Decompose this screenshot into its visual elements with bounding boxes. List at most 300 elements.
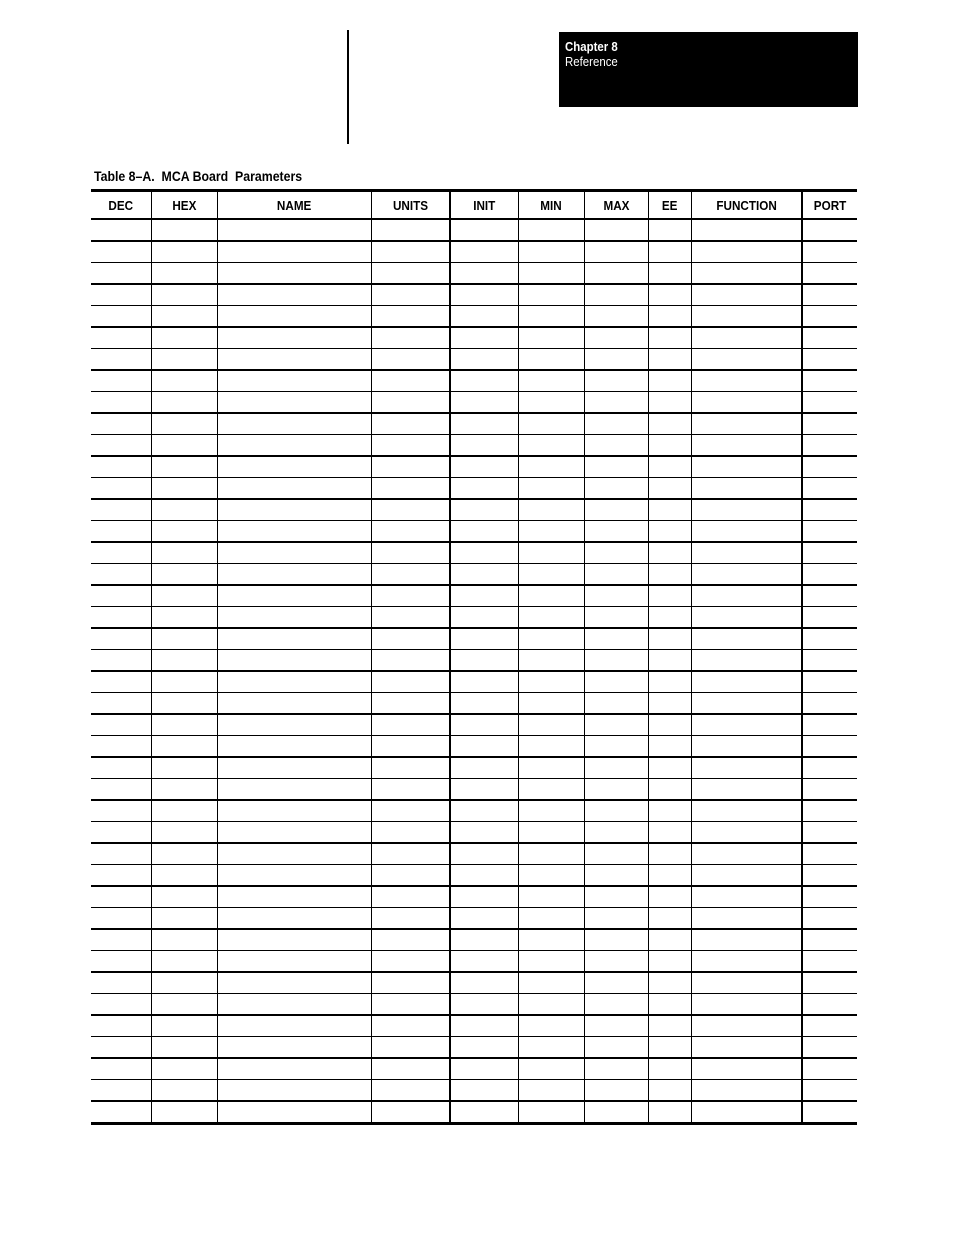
table-cell: [691, 542, 802, 564]
table-cell: [450, 219, 518, 241]
table-cell: [691, 392, 802, 414]
table-row: [91, 284, 857, 306]
table-cell: [802, 542, 857, 564]
table-cell: [371, 1058, 450, 1080]
table-cell: [91, 284, 151, 306]
table-cell: [371, 219, 450, 241]
table-cell: [802, 1058, 857, 1080]
table-cell: [151, 843, 217, 865]
table-cell: [584, 499, 648, 521]
table-cell: [151, 951, 217, 973]
table-row: [91, 306, 857, 328]
table-cell: [584, 1037, 648, 1059]
table-body: [91, 219, 857, 1124]
table-cell: [91, 736, 151, 758]
table-cell: [371, 650, 450, 672]
table-cell: [584, 800, 648, 822]
table-cell: [91, 456, 151, 478]
table-cell: [802, 392, 857, 414]
table-cell: [91, 886, 151, 908]
table-cell: [518, 886, 584, 908]
table-row: [91, 435, 857, 457]
table-cell: [371, 693, 450, 715]
table-cell: [217, 779, 371, 801]
table-cell: [691, 219, 802, 241]
table-cell: [648, 370, 691, 392]
table-cell: [91, 521, 151, 543]
table-cell: [691, 585, 802, 607]
table-cell: [91, 219, 151, 241]
table-row: [91, 585, 857, 607]
table-cell: [217, 628, 371, 650]
table-cell: [691, 929, 802, 951]
table-cell: [217, 241, 371, 263]
table-row: [91, 693, 857, 715]
table-cell: [802, 736, 857, 758]
table-cell: [802, 1037, 857, 1059]
table-cell: [691, 972, 802, 994]
table-cell: [584, 241, 648, 263]
table-cell: [217, 542, 371, 564]
table-cell: [217, 219, 371, 241]
table-cell: [371, 1101, 450, 1124]
table-cell: [91, 671, 151, 693]
table-cell: [584, 972, 648, 994]
table-cell: [217, 886, 371, 908]
table-row: [91, 241, 857, 263]
table-cell: [518, 994, 584, 1016]
table-row: [91, 1015, 857, 1037]
table-cell: [518, 1037, 584, 1059]
table-cell: [584, 822, 648, 844]
table-cell: [648, 564, 691, 586]
table-cell: [217, 671, 371, 693]
table-cell: [217, 1058, 371, 1080]
table-cell: [450, 1080, 518, 1102]
table-cell: [518, 757, 584, 779]
table-cell: [371, 542, 450, 564]
table-cell: [371, 585, 450, 607]
table-cell: [802, 822, 857, 844]
table-cell: [371, 241, 450, 263]
table-cell: [518, 1101, 584, 1124]
table-cell: [371, 607, 450, 629]
table-cell: [518, 1015, 584, 1037]
table-cell: [518, 413, 584, 435]
table-header-row: [91, 191, 857, 220]
table-cell: [648, 843, 691, 865]
table-cell: [691, 843, 802, 865]
table-cell: [217, 714, 371, 736]
table-cell: [151, 1101, 217, 1124]
table-cell: [691, 413, 802, 435]
table-cell: [584, 1101, 648, 1124]
table-cell: [518, 219, 584, 241]
table-cell: [584, 714, 648, 736]
table-cell: [91, 263, 151, 285]
table-cell: [802, 994, 857, 1016]
table-cell: [450, 714, 518, 736]
table-cell: [151, 693, 217, 715]
table-cell: [584, 349, 648, 371]
table-cell: [151, 994, 217, 1016]
table-cell: [371, 435, 450, 457]
table-cell: [217, 478, 371, 500]
table-cell: [584, 478, 648, 500]
table-cell: [151, 714, 217, 736]
table-cell: [450, 1015, 518, 1037]
table-row: [91, 1037, 857, 1059]
table-row: [91, 650, 857, 672]
table-cell: [691, 284, 802, 306]
table-cell: [691, 714, 802, 736]
table-row: [91, 714, 857, 736]
table-cell: [217, 1080, 371, 1102]
table-cell: [802, 435, 857, 457]
table-cell: [91, 499, 151, 521]
table-cell: [584, 843, 648, 865]
table-cell: [91, 714, 151, 736]
table-cell: [518, 650, 584, 672]
table-cell: [151, 1037, 217, 1059]
table-cell: [584, 542, 648, 564]
table-cell: [802, 306, 857, 328]
table-cell: [371, 972, 450, 994]
table-cell: [691, 908, 802, 930]
table-cell: [450, 736, 518, 758]
table-cell: [91, 693, 151, 715]
table-cell: [450, 370, 518, 392]
table-cell: [450, 1037, 518, 1059]
table-cell: [151, 542, 217, 564]
table-cell: [518, 263, 584, 285]
table-cell: [584, 1015, 648, 1037]
table-cell: [450, 241, 518, 263]
table-row: [91, 757, 857, 779]
margin-vertical-rule: [347, 30, 349, 144]
table-cell: [691, 349, 802, 371]
table-cell: [648, 478, 691, 500]
table-cell: [802, 757, 857, 779]
table-cell: [584, 865, 648, 887]
table-cell: [802, 478, 857, 500]
table-cell: [518, 607, 584, 629]
table-row: [91, 628, 857, 650]
table-cell: [802, 521, 857, 543]
table-row: [91, 671, 857, 693]
table-cell: [217, 650, 371, 672]
table-row: [91, 499, 857, 521]
table-row: [91, 843, 857, 865]
table-cell: [648, 865, 691, 887]
table-cell: [802, 972, 857, 994]
table-cell: [450, 757, 518, 779]
table-cell: [151, 284, 217, 306]
table-cell: [691, 736, 802, 758]
table-cell: [151, 585, 217, 607]
table-cell: [802, 456, 857, 478]
table-row: [91, 1101, 857, 1124]
table-row: [91, 521, 857, 543]
column-header-init: INIT: [450, 191, 518, 220]
table-cell: [802, 607, 857, 629]
table-cell: [217, 499, 371, 521]
table-cell: [584, 1080, 648, 1102]
table-cell: [691, 241, 802, 263]
table-row: [91, 736, 857, 758]
table-cell: [450, 435, 518, 457]
table-row: [91, 822, 857, 844]
table-cell: [450, 1058, 518, 1080]
table-cell: [371, 714, 450, 736]
table-cell: [648, 349, 691, 371]
table-cell: [217, 370, 371, 392]
table-cell: [584, 306, 648, 328]
table-cell: [518, 499, 584, 521]
table-cell: [691, 779, 802, 801]
table-cell: [450, 972, 518, 994]
table-cell: [802, 564, 857, 586]
table-cell: [648, 886, 691, 908]
table-title: Table 8–A. MCA Board Parameters: [94, 168, 303, 184]
table-cell: [648, 908, 691, 930]
table-cell: [584, 284, 648, 306]
table-cell: [518, 671, 584, 693]
table-cell: [450, 822, 518, 844]
table-cell: [371, 628, 450, 650]
parameters-table: [91, 189, 857, 1125]
table-cell: [371, 327, 450, 349]
table-cell: [151, 478, 217, 500]
table-cell: [648, 585, 691, 607]
column-header-dec: DEC: [91, 191, 151, 220]
table-cell: [691, 951, 802, 973]
table-cell: [151, 564, 217, 586]
table-cell: [151, 1058, 217, 1080]
table-cell: [450, 349, 518, 371]
table-cell: [151, 822, 217, 844]
table-cell: [802, 929, 857, 951]
table-cell: [217, 1101, 371, 1124]
table-cell: [691, 435, 802, 457]
table-cell: [518, 542, 584, 564]
table-cell: [584, 1058, 648, 1080]
table-cell: [151, 972, 217, 994]
table-cell: [691, 478, 802, 500]
table-cell: [151, 1080, 217, 1102]
table-cell: [91, 951, 151, 973]
table-cell: [691, 822, 802, 844]
table-cell: [91, 349, 151, 371]
table-cell: [584, 886, 648, 908]
table-cell: [584, 435, 648, 457]
table-cell: [648, 929, 691, 951]
column-header-min: MIN: [518, 191, 584, 220]
table-cell: [648, 757, 691, 779]
table-cell: [450, 306, 518, 328]
table-cell: [151, 413, 217, 435]
table-cell: [648, 779, 691, 801]
table-cell: [802, 628, 857, 650]
table-row: [91, 886, 857, 908]
table-row: [91, 607, 857, 629]
table-cell: [450, 951, 518, 973]
table-cell: [91, 994, 151, 1016]
table-cell: [691, 886, 802, 908]
table-cell: [584, 585, 648, 607]
table-cell: [518, 370, 584, 392]
table-cell: [691, 1015, 802, 1037]
table-cell: [371, 1015, 450, 1037]
table-cell: [450, 413, 518, 435]
table-cell: [450, 607, 518, 629]
table-cell: [450, 1101, 518, 1124]
table-cell: [648, 714, 691, 736]
table-cell: [371, 886, 450, 908]
table-cell: [584, 757, 648, 779]
table-cell: [91, 800, 151, 822]
table-cell: [217, 521, 371, 543]
table-cell: [151, 800, 217, 822]
table-cell: [802, 671, 857, 693]
table-cell: [802, 886, 857, 908]
table-cell: [217, 349, 371, 371]
table-cell: [217, 607, 371, 629]
table-cell: [691, 800, 802, 822]
table-cell: [450, 542, 518, 564]
table-cell: [450, 800, 518, 822]
table-row: [91, 478, 857, 500]
table-cell: [691, 865, 802, 887]
table-row: [91, 972, 857, 994]
table-row: [91, 929, 857, 951]
table-row: [91, 392, 857, 414]
table-cell: [691, 1101, 802, 1124]
table-cell: [151, 392, 217, 414]
table-cell: [371, 521, 450, 543]
table-row: [91, 219, 857, 241]
table-cell: [450, 263, 518, 285]
table-cell: [802, 951, 857, 973]
column-header-hex: HEX: [151, 191, 217, 220]
table-cell: [450, 456, 518, 478]
table-cell: [802, 327, 857, 349]
table-cell: [802, 219, 857, 241]
table-cell: [217, 865, 371, 887]
table-cell: [518, 628, 584, 650]
table-cell: [802, 241, 857, 263]
table-cell: [584, 779, 648, 801]
table-cell: [371, 800, 450, 822]
table-cell: [648, 392, 691, 414]
table-cell: [371, 736, 450, 758]
table-cell: [648, 607, 691, 629]
table-cell: [584, 327, 648, 349]
table-cell: [518, 714, 584, 736]
table-cell: [217, 564, 371, 586]
table-cell: [151, 929, 217, 951]
table-cell: [450, 865, 518, 887]
table-cell: [91, 1101, 151, 1124]
table-cell: [151, 456, 217, 478]
table-cell: [802, 284, 857, 306]
table-cell: [802, 1101, 857, 1124]
table-cell: [648, 306, 691, 328]
table-cell: [648, 822, 691, 844]
table-cell: [450, 908, 518, 930]
table-cell: [217, 284, 371, 306]
table-cell: [217, 456, 371, 478]
table-cell: [91, 908, 151, 930]
table-row: [91, 865, 857, 887]
table-cell: [217, 1015, 371, 1037]
table-cell: [802, 779, 857, 801]
table-cell: [691, 564, 802, 586]
table-cell: [217, 1037, 371, 1059]
table-cell: [91, 843, 151, 865]
table-cell: [217, 757, 371, 779]
table-cell: [518, 843, 584, 865]
table-cell: [691, 456, 802, 478]
table-cell: [518, 908, 584, 930]
table-cell: [802, 865, 857, 887]
table-cell: [91, 241, 151, 263]
table-cell: [584, 413, 648, 435]
table-cell: [450, 284, 518, 306]
table-cell: [691, 607, 802, 629]
table-cell: [91, 822, 151, 844]
table-row: [91, 263, 857, 285]
table-cell: [518, 284, 584, 306]
table-cell: [518, 241, 584, 263]
table-cell: [802, 908, 857, 930]
table-cell: [91, 1080, 151, 1102]
table-cell: [450, 327, 518, 349]
table-cell: [91, 929, 151, 951]
table-cell: [584, 671, 648, 693]
table-cell: [91, 564, 151, 586]
table-cell: [91, 779, 151, 801]
table-cell: [91, 370, 151, 392]
table-row: [91, 1058, 857, 1080]
table-cell: [584, 263, 648, 285]
table-cell: [691, 499, 802, 521]
table-cell: [371, 284, 450, 306]
table-cell: [648, 1037, 691, 1059]
table-cell: [371, 908, 450, 930]
table-cell: [648, 1015, 691, 1037]
table-row: [91, 1080, 857, 1102]
table-cell: [151, 628, 217, 650]
table-cell: [518, 1058, 584, 1080]
table-cell: [518, 456, 584, 478]
table-cell: [584, 521, 648, 543]
table-cell: [648, 499, 691, 521]
table-cell: [151, 607, 217, 629]
table-cell: [648, 1058, 691, 1080]
table-cell: [518, 435, 584, 457]
table-cell: [371, 929, 450, 951]
table-cell: [371, 951, 450, 973]
table-cell: [217, 327, 371, 349]
table-row: [91, 779, 857, 801]
table-cell: [151, 435, 217, 457]
table-cell: [584, 564, 648, 586]
table-cell: [151, 327, 217, 349]
table-cell: [691, 671, 802, 693]
table-cell: [91, 392, 151, 414]
table-cell: [518, 929, 584, 951]
